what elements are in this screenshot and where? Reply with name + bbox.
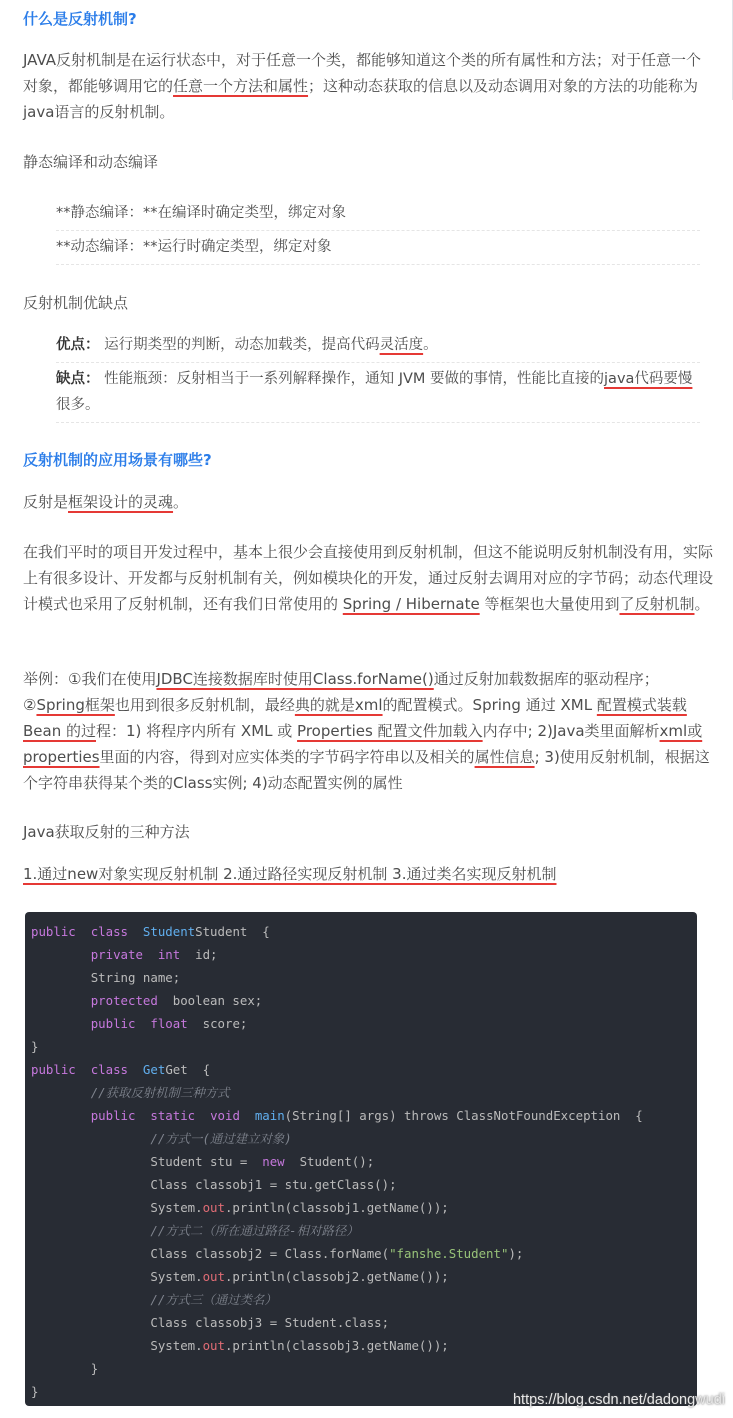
code-line: String name;	[90, 970, 181, 985]
heading-what-is-reflection: 什么是反射机制?	[23, 10, 137, 28]
code-line: protected boolean sex;	[90, 993, 263, 1008]
code-line: }	[31, 1384, 39, 1399]
code-line: }	[90, 1361, 99, 1376]
code-line: public float score;	[90, 1016, 248, 1031]
heading-application-scenarios: 反射机制的应用场景有哪些?	[23, 451, 212, 469]
reflection-definition: JAVA反射机制是在运行状态中，对于任意一个类，都能够知道这个类的所有属性和方法；对于任意一个对象，都能够调用它的任意一个方法和属性；这种动态获取的信息以及动态调用对象的方法的功能称为java语言的反射机制。	[23, 51, 702, 121]
code-line: Class classobj3 = Student.class;	[150, 1315, 390, 1330]
list-item-cons: 缺点： 性能瓶颈：反射相当于一系列解释操作，通知 JVM 要做的事情，性能比直接的java代码要慢很多。	[56, 366, 700, 423]
code-line: System.out.println(classobj3.getName());	[150, 1338, 449, 1353]
code-line: //方式二（所在通过路径-相对路径）	[150, 1223, 359, 1238]
code-line: System.out.println(classobj1.getName());	[150, 1200, 449, 1215]
code-line: //方式三（通过类名）	[150, 1292, 277, 1307]
list-item-static-compile: **静态编译：**在编译时确定类型，绑定对象	[56, 200, 700, 231]
label-static-dynamic-compile: 静态编译和动态编译	[23, 153, 159, 171]
reflection-usage-paragraph: 在我们平时的项目开发过程中，基本上很少会直接使用到反射机制，但这不能说明反射机制没有用，实际上有很多设计、开发都与反射机制有关，例如模块化的开发，通过反射去调用对应的字节码；动态代理设计模式也采用了反射机制，还有我们日常使用的 Spring / Hibernate 等框架也大量使用到了反射机制。	[23, 543, 714, 613]
code-line: //获取反射机制三种方式	[90, 1085, 230, 1100]
list-item-dynamic-compile: **动态编译：**运行时确定类型，绑定对象	[56, 234, 700, 265]
code-line: public static void main(String[] args) throws ClassNotFoundException {	[90, 1108, 643, 1123]
code-line: Class classobj1 = stu.getClass();	[150, 1177, 397, 1192]
code-block	[25, 912, 697, 1406]
code-line: //方式一(通过建立对象)	[150, 1131, 292, 1146]
code-line: public class StudentStudent {	[31, 924, 270, 939]
code-line: Class classobj2 = Class.forName("fanshe.Student");	[150, 1246, 524, 1261]
three-methods-list: 1.通过new对象实现反射机制 2.通过路径实现反射机制 3.通过类名实现反射机制	[23, 865, 557, 883]
code-line: private int id;	[90, 947, 218, 962]
code-line: }	[31, 1039, 39, 1054]
label-three-methods: Java获取反射的三种方法	[23, 823, 190, 841]
code-line: public class GetGet {	[31, 1062, 211, 1077]
code-line: System.out.println(classobj2.getName());	[150, 1269, 449, 1284]
csdn-watermark: https://blog.csdn.net/dadongwudi	[512, 1392, 725, 1408]
code-line: Student stu = new Student();	[150, 1154, 375, 1169]
reflection-examples-paragraph: 举例：①我们在使用JDBC连接数据库时使用Class.forName()通过反射加载数据库的驱动程序；②Spring框架也用到很多反射机制，最经典的就是xml的配置模式。Spring 通过 XML 配置模式装载 Bean 的过程：1) 将程序内所有 XML 或 Properties 配置文件加载入内存中; 2)Java类里面解析xml或properties里面的内容，得到对应实体类的字节码字符串以及相关的属性信息; 3)使用反射机制，根据这个字符串获得某个类的Class实例; 4)动态配置实例的属性	[23, 670, 710, 792]
reflection-soul-sentence: 反射是框架设计的灵魂。	[23, 493, 189, 511]
list-item-pros: 优点： 运行期类型的判断，动态加载类，提高代码灵活度。	[56, 332, 700, 363]
label-pros-cons: 反射机制优缺点	[23, 294, 129, 312]
